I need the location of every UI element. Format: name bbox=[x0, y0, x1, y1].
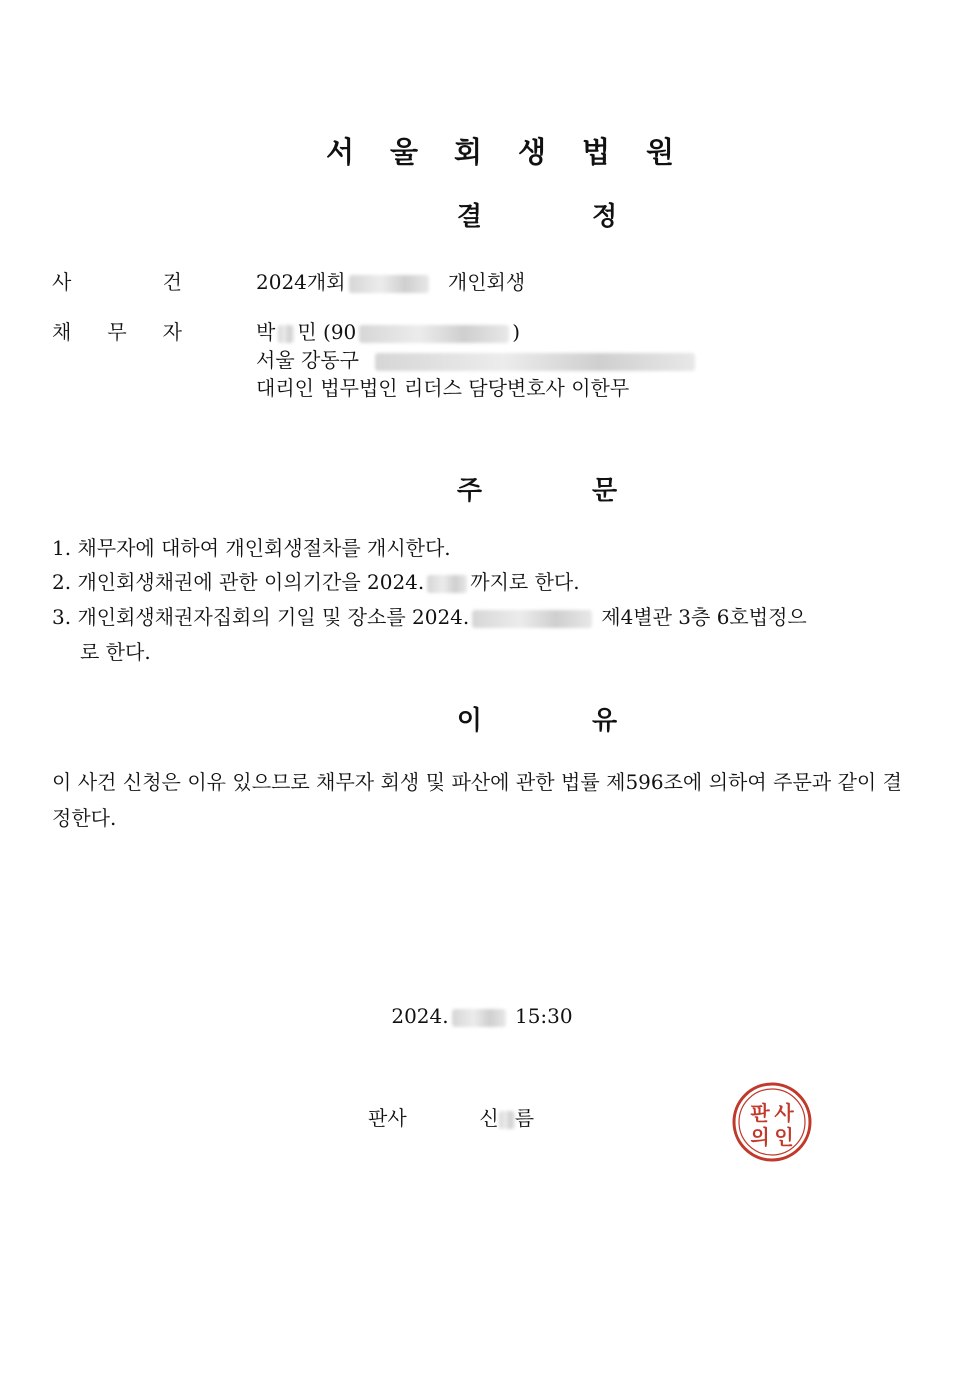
case-label-char: 건 bbox=[162, 270, 182, 294]
court-name: 서울회생법원 bbox=[325, 135, 711, 169]
order-item-text: 개인회생채권자집회의 기일 및 장소를 2024. bbox=[77, 605, 470, 629]
svg-text:사: 사 bbox=[774, 1101, 794, 1125]
order-item-text-after: 제4별관 3층 6호법정으 bbox=[601, 605, 807, 629]
order-item bbox=[52, 568, 902, 596]
redacted-address bbox=[375, 353, 695, 371]
reason-text: 이 사건 신청은 이유 있으므로 채무자 회생 및 파산에 관한 법률 제596조에 의하여 주문과 같이 결정한다. bbox=[52, 770, 902, 830]
document-title: 결정 bbox=[456, 202, 728, 232]
seal-icon bbox=[730, 1080, 814, 1164]
judge-title: 판사 bbox=[368, 1106, 407, 1130]
order-item-number: 2. bbox=[52, 570, 72, 594]
debtor-label-char: 자 bbox=[162, 320, 182, 344]
judge-seal-stamp bbox=[730, 1080, 814, 1164]
redacted-id bbox=[359, 325, 509, 343]
order-item-number: 3. bbox=[52, 605, 72, 629]
debtor-representative: 대리인 법무법인 리더스 담당변호사 이한무 bbox=[256, 376, 630, 400]
debtor-label-char: 무 bbox=[107, 320, 127, 344]
redacted-date bbox=[427, 575, 467, 593]
redacted-name bbox=[278, 325, 294, 343]
svg-text:의: 의 bbox=[750, 1125, 770, 1149]
debtor-name-last: 민 bbox=[297, 320, 317, 344]
redacted-month-day bbox=[452, 1009, 506, 1027]
judge-name-last: 름 bbox=[514, 1106, 535, 1130]
debtor-name-first: 박 bbox=[256, 320, 276, 344]
svg-text:인: 인 bbox=[774, 1125, 794, 1149]
debtor-id-suffix: ) bbox=[512, 320, 521, 344]
redacted-case-number bbox=[349, 275, 429, 293]
order-item-text: 개인회생채권에 관한 이의기간을 2024. bbox=[77, 570, 425, 594]
debtor-address-prefix: 서울 강동구 bbox=[256, 348, 359, 372]
decision-date bbox=[0, 1004, 964, 1028]
judge-signature-line bbox=[368, 1102, 534, 1131]
order-item bbox=[52, 603, 902, 631]
decision-year: 2024. bbox=[391, 1004, 449, 1028]
decision-time: 15:30 bbox=[514, 1004, 573, 1028]
judge-name-first: 신 bbox=[479, 1106, 499, 1130]
svg-text:판: 판 bbox=[750, 1101, 770, 1125]
case-label-char: 사 bbox=[52, 270, 72, 294]
case-number bbox=[256, 268, 525, 296]
redacted-judge-name bbox=[499, 1111, 515, 1129]
case-type: 개인회생 bbox=[447, 270, 526, 294]
order-item bbox=[52, 534, 902, 562]
order-item-continuation: 로 한다. bbox=[80, 640, 151, 664]
case-label bbox=[52, 268, 182, 296]
case-number-prefix: 2024개회 bbox=[256, 270, 346, 294]
debtor-address bbox=[256, 346, 698, 374]
order-item-text-after: 까지로 한다. bbox=[470, 570, 580, 594]
order-heading: 주문 bbox=[456, 476, 728, 506]
redacted-datetime bbox=[472, 610, 592, 628]
debtor-id-prefix: (90 bbox=[323, 320, 357, 344]
debtor-label-char: 채 bbox=[52, 320, 72, 344]
order-item-number: 1. bbox=[52, 536, 72, 560]
order-item-text: 채무자에 대하여 개인회생절차를 개시한다. bbox=[77, 536, 451, 560]
reason-heading: 이유 bbox=[456, 706, 728, 736]
debtor-label bbox=[52, 318, 182, 346]
debtor-name-line bbox=[256, 318, 520, 346]
